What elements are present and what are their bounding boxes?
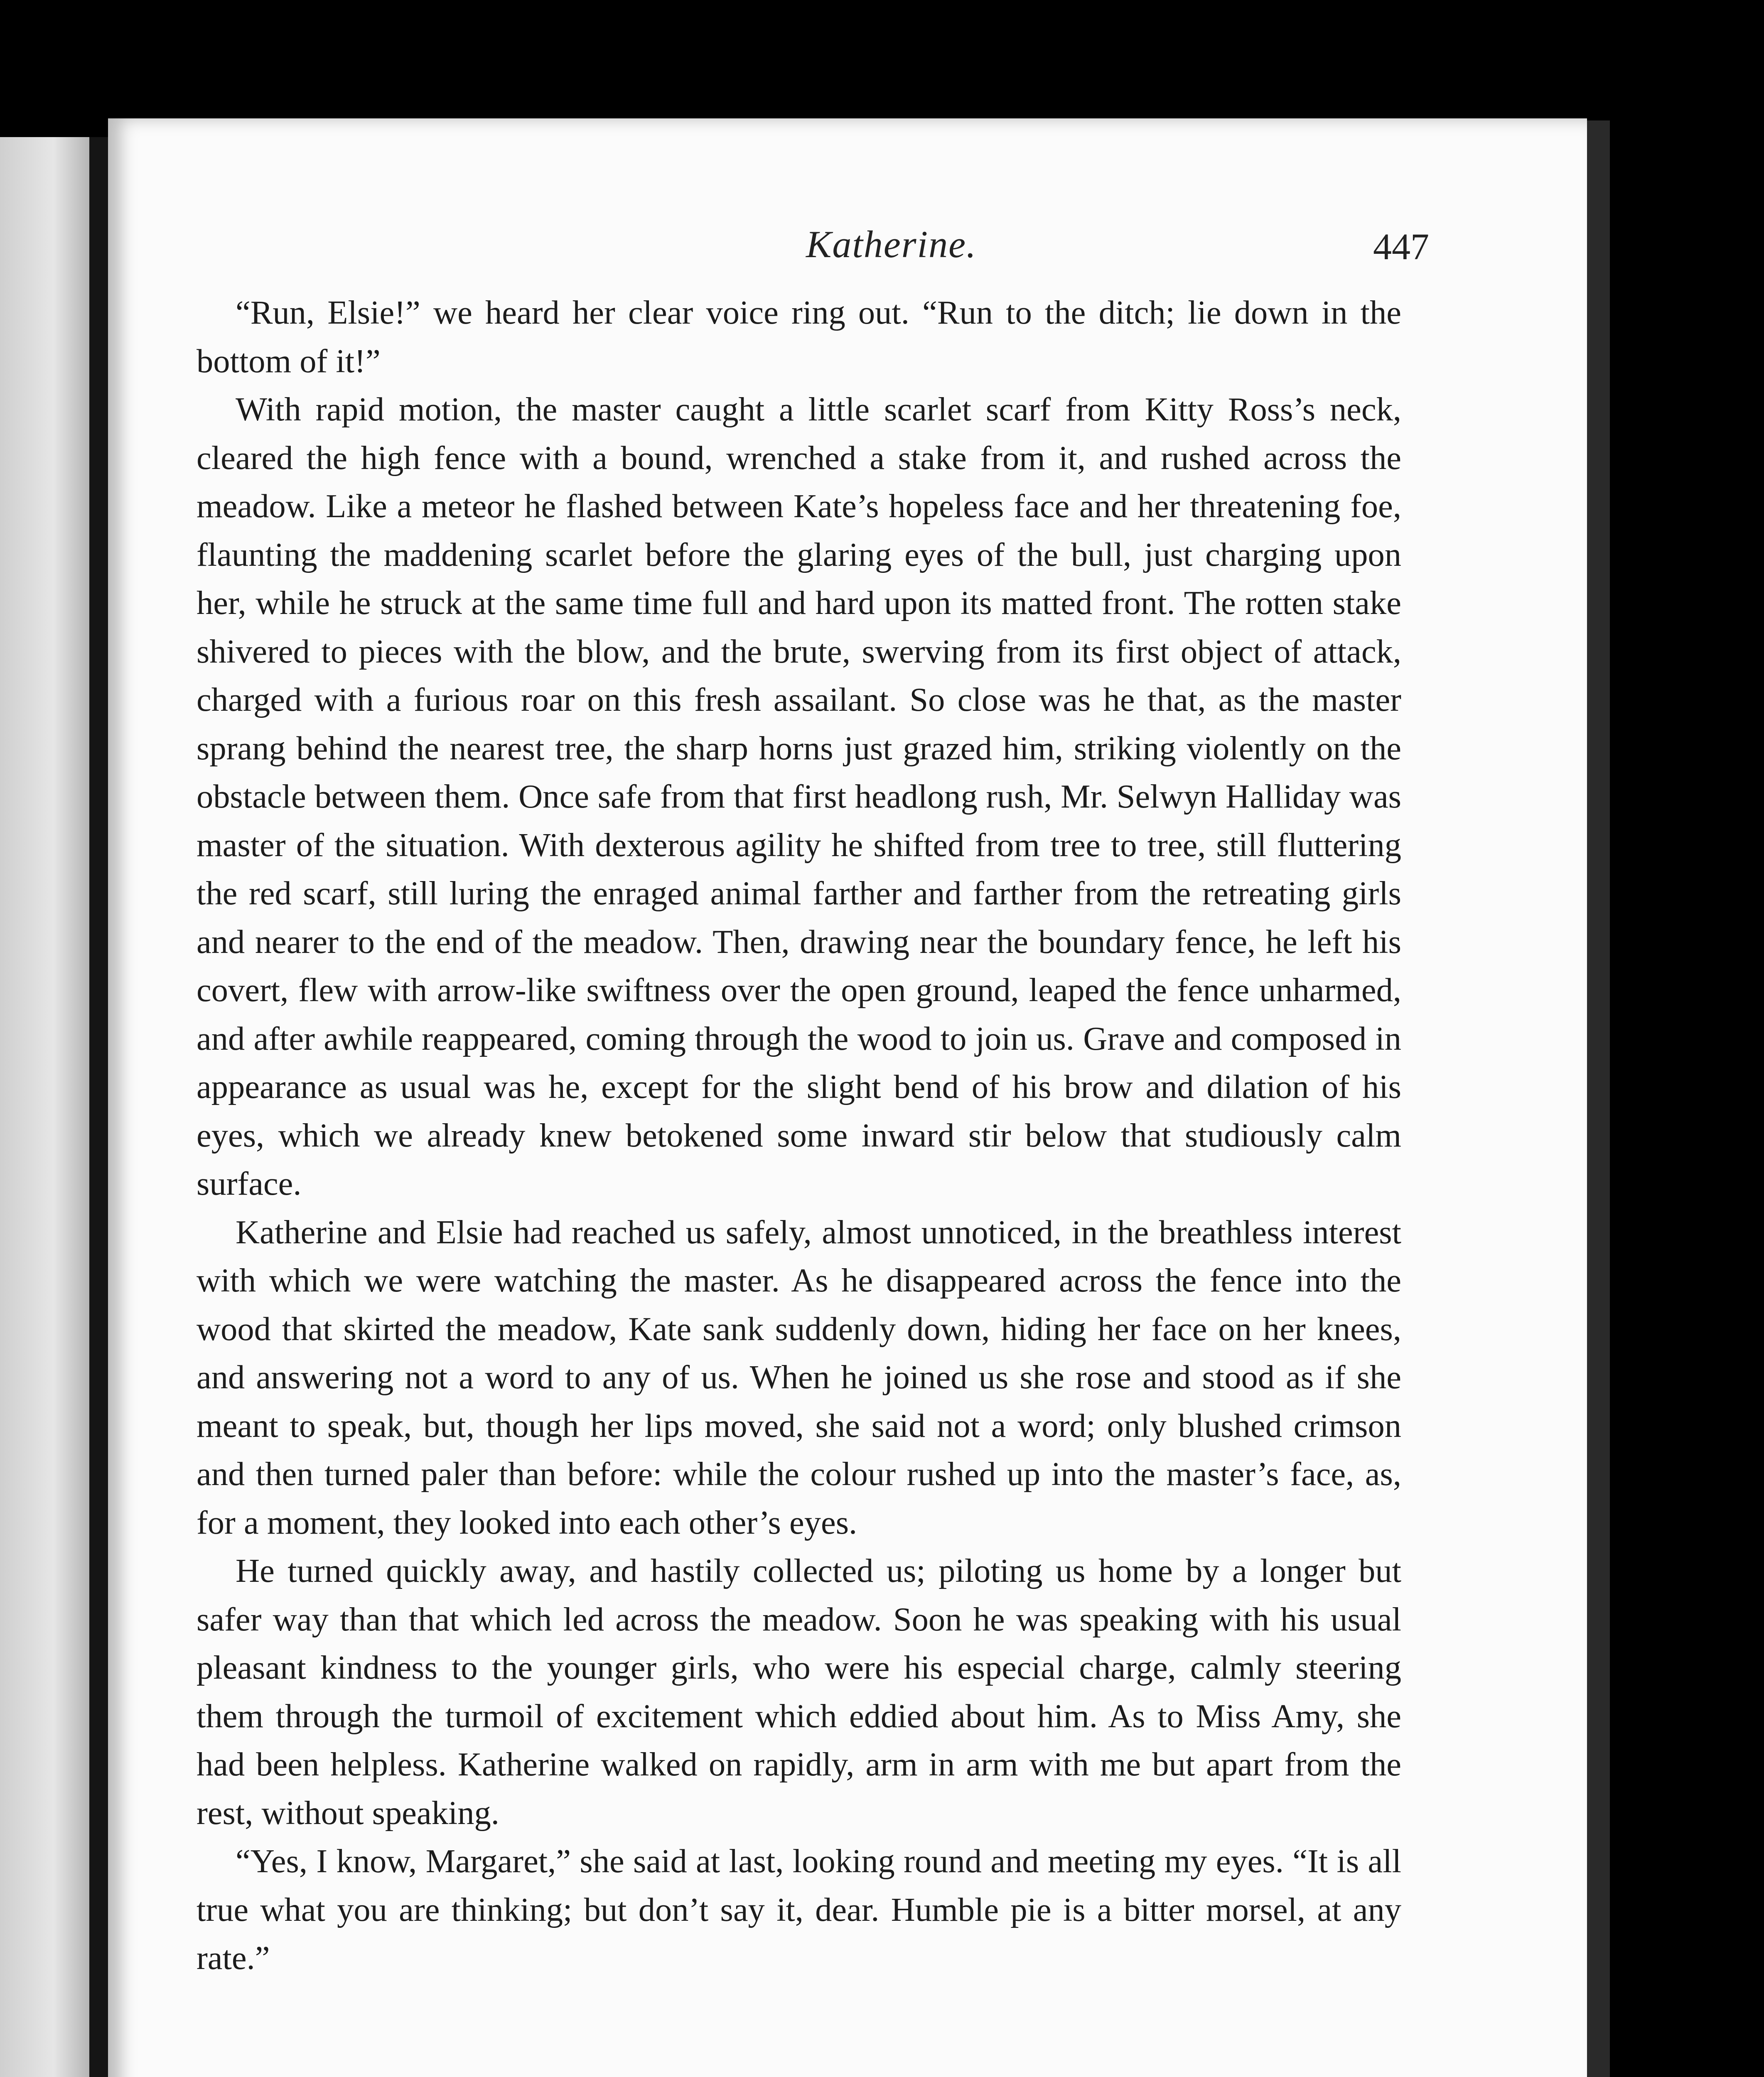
paragraph-1: “Run, Elsie!” we heard her clear voice ring out. “Run to the ditch; lie down in the bottom of it!”: [197, 294, 1401, 380]
page-header: [191, 222, 1429, 276]
paragraph-4: He turned quickly away, and hastily collected us; piloting us home by a longer but safer way than that which led across the meadow. Soon he was speaking with his usual pleasant kindness to the younger girls, who were his especial charge, calmly steering them through the turmoil of excitement which eddied about him. As to Miss Amy, she had been helpless. Katherine walked on rapidly, arm in arm with me but apart from the rest, without speaking.: [197, 1552, 1401, 1831]
book-page: [108, 118, 1587, 2077]
body-text: [197, 289, 1401, 1983]
paragraph-2: With rapid motion, the master caught a little scarlet scarf from Kitty Ross’s neck, cleared the high fence with a bound, wrenched a stake from it, and rushed across the meadow. Like a meteor he flashed between Kate’s hopeless face and her threatening foe, flaunting the maddening scarlet before the glaring eyes of the bull, just charging upon her, while he struck at the same time full and hard upon its matted front. The rotten stake shivered to pieces with the blow, and the brute, swerving from its first object of attack, charged with a furious roar on this fresh assailant. So close was he that, as the master sprang behind the nearest tree, the sharp horns just grazed him, striking violently on the obstacle between them. Once safe from that first headlong rush, Mr. Selwyn Halliday was master of the situation. With dexterous agility he shifted from tree to tree, still fluttering the red scarf, still luring the enraged animal farther and farther from the retreating girls and nearer to the end of the meadow. Then, drawing near the boundary fence, he left his covert, flew with arrow-like swiftness over the open ground, leaped the fence unharmed, and after awhile reappeared, coming through the wood to join us. Grave and composed in appearance as usual was he, except for the slight bend of his brow and dilation of his eyes, which we already knew betokened some inward stir below that studiously calm surface.: [197, 391, 1401, 1202]
paragraph-5: “Yes, I know, Margaret,” she said at last, looking round and meeting my eyes. “It is all true what you are thinking; but don’t say it, dear. Humble pie is a bitter morsel, at any rate.”: [197, 1843, 1401, 1976]
running-title: Katherine.: [806, 223, 977, 265]
page-number: 447: [1373, 226, 1429, 268]
page-edge-shadow: [1587, 120, 1610, 2077]
book-gutter: [89, 137, 108, 2077]
paragraph-3: Katherine and Elsie had reached us safely, almost unnoticed, in the breathless interest with which we were watching the master. As he disappeared across the fence into the wood that skirted the meadow, Kate sank suddenly down, hiding her face on her knees, and answering not a word to any of us. When he joined us she rose and stood as if she meant to speak, but, though her lips moved, she said not a word; only blushed crimson and then turned paler than before: while the colour rushed up into the master’s face, as, for a moment, they looked into each other’s eyes.: [197, 1213, 1401, 1541]
facing-page-edge: [0, 137, 89, 2077]
